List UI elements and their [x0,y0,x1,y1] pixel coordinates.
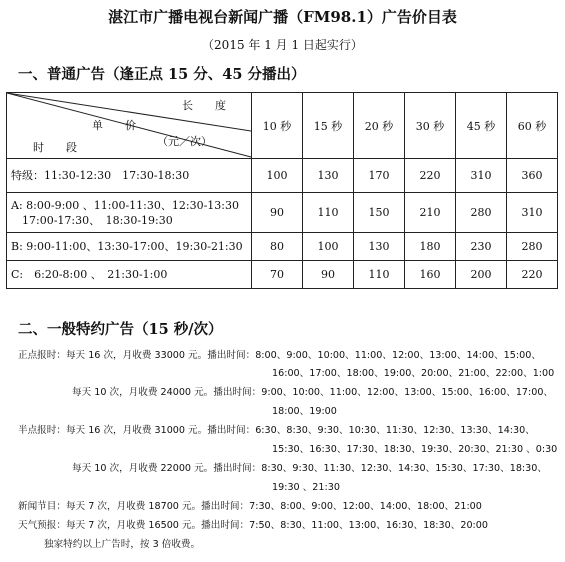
time-slot-cell [7,261,252,289]
price-cell: 80 [252,233,303,261]
price-cell: 200 [456,261,507,289]
price-cell: 360 [507,159,558,193]
page-title: 湛江市广播电视台新闻广播（FM98.1）广告价目表 [108,8,457,26]
price-cell: 70 [252,261,303,289]
table-row [7,159,558,193]
price-cell: 220 [507,261,558,289]
price-cell: 100 [252,159,303,193]
price-cell: 180 [405,233,456,261]
price-cell: 310 [507,193,558,233]
column-header: 45 秒 [456,93,507,159]
price-cell: 150 [354,193,405,233]
time-slot-text: A: 8:00-9:00 、11:00-11:30、12:30-13:30 [11,198,239,212]
column-header: 30 秒 [405,93,456,159]
sponsor-line: 正点报时：每天 16 次，月收费 33000 元。播出时间：8:00、9:00、10:00、11:00、12:00、13:00、14:00、15:00、 [18,350,541,361]
price-cell: 90 [252,193,303,233]
time-slot-cell [7,159,252,193]
sponsor-line: 19:30 、21:30 [272,482,340,493]
exclusive-note: 独家特约以上广告时，按 3 倍收费。 [44,539,201,550]
column-header: 20 秒 [354,93,405,159]
table-row [7,233,558,261]
price-cell: 310 [456,159,507,193]
sponsor-line: 每天 10 次，月收费 22000 元。播出时间：8:30、9:30、11:30、12:30、14:30、15:30、17:30、18:30、 [72,463,547,474]
column-header: 15 秒 [303,93,354,159]
price-cell: 280 [507,233,558,261]
time-slot-cell [7,193,252,233]
price-cell: 110 [354,261,405,289]
price-cell: 130 [303,159,354,193]
section2-heading: 二、一般特约广告（15 秒/次） [18,321,223,338]
price-cell: 110 [303,193,354,233]
price-cell: 230 [456,233,507,261]
time-slot-text: B: 9:00-11:00、13:30-17:00、19:30-21:30 [11,240,243,253]
price-cell: 90 [303,261,354,289]
sponsor-line: 18:00、19:00 [272,406,337,417]
page-subtitle: （2015 年 1 月 1 日起实行） [202,38,363,52]
price-cell: 160 [405,261,456,289]
table-header-row [7,93,558,159]
price-table [6,92,558,289]
time-slot-text: 特级：11:30-12:30 17:30-18:30 [11,169,190,182]
price-cell: 130 [354,233,405,261]
price-cell: 280 [456,193,507,233]
sponsor-line: 新闻节目：每天 7 次，月收费 18700 元。播出时间：7:30、8:00、9:00、12:00、14:00、18:00、21:00 [18,501,482,512]
column-header: 10 秒 [252,93,303,159]
sponsor-line: 半点报时：每天 16 次，月收费 31000 元。播出时间：6:30、8:30、9:30、10:30、11:30、12:30、13:30、14:30、 [18,425,535,436]
table-corner-cell [7,93,252,159]
corner-unit-price-label: 单 价 [92,119,136,132]
section1-heading: 一、普通广告（逢正点 15 分、45 分播出） [18,66,306,83]
corner-length-label: 长 度 [182,99,226,112]
column-header: 60 秒 [507,93,558,159]
time-slot-text: 17:00-17:30、 18:30-19:30 [11,213,173,227]
sponsor-line: 15:30、16:30、17:30、18:30、19:30、20:30、21:30 、0:30 [272,444,558,455]
table-row [7,261,558,289]
corner-time-slot-label: 时 段 [33,141,77,154]
corner-unit-label: （元／次） [157,135,212,148]
sponsor-line: 天气预报：每天 7 次，月收费 16500 元。播出时间：7:50、8:30、11:00、13:00、16:30、18:30、20:00 [18,520,488,531]
price-cell: 100 [303,233,354,261]
price-cell: 220 [405,159,456,193]
price-cell: 170 [354,159,405,193]
table-row [7,193,558,233]
time-slot-text: C: 6:20-8:00 、 21:30-1:00 [11,268,168,281]
time-slot-cell [7,233,252,261]
price-cell: 210 [405,193,456,233]
sponsor-line: 16:00、17:00、18:00、19:00、20:00、21:00、22:00、1:00 [272,368,555,379]
sponsor-line: 每天 10 次，月收费 24000 元。播出时间：9:00、10:00、11:00、12:00、13:00、15:00、16:00、17:00、 [72,387,554,398]
